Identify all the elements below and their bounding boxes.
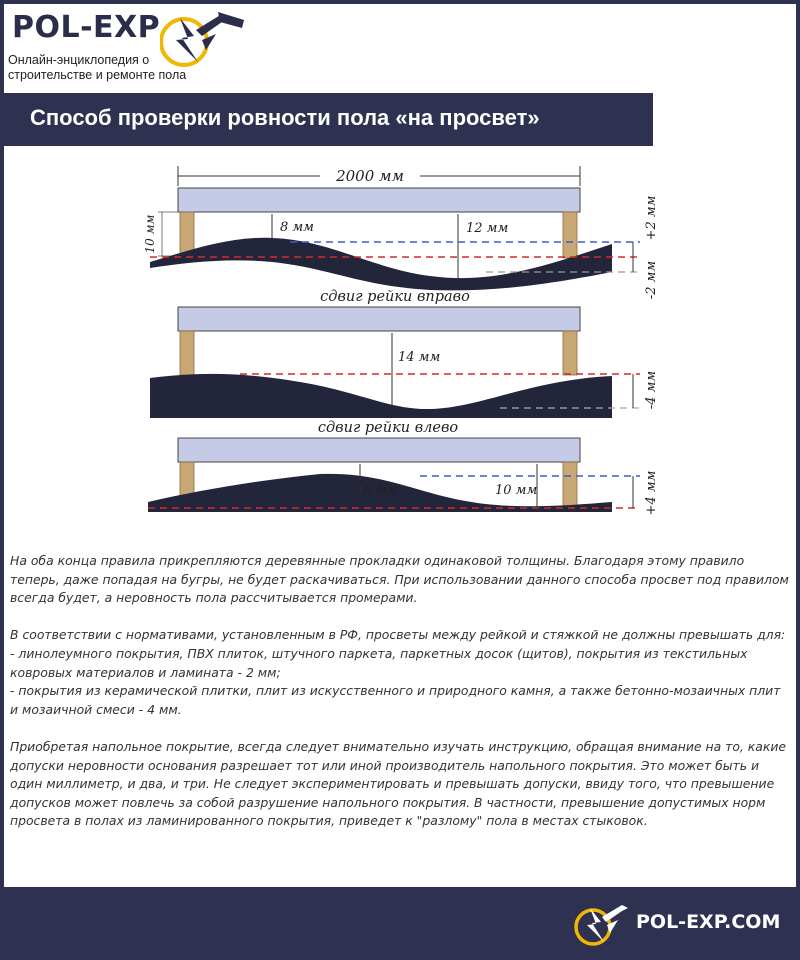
tolerance-plus-label: +4 мм — [644, 470, 659, 516]
gap-left-label: 6 мм — [364, 483, 398, 498]
article-body — [10, 552, 792, 850]
page-title: Способ проверки ровности пола «на просвет» — [30, 105, 540, 130]
gap-right-label: 12 мм — [466, 221, 509, 236]
floor-surface — [150, 238, 612, 291]
footer-domain[interactable]: POL-EXP.COM — [636, 911, 781, 933]
rail — [178, 307, 580, 331]
gap-left-label: 8 мм — [280, 220, 314, 235]
pad-right — [563, 331, 577, 375]
norms-item-4mm: - покрытия из керамической плитки, плит из искусственного и природного камня, а также бетонно-мозаичных плит и мозаичной смеси - 4 мм. — [10, 683, 781, 717]
logo-text[interactable]: POL-EXP — [12, 10, 161, 45]
paragraph-pads: На оба конца правила прикрепляются деревянные прокладки одинаковой толщины. Благодаря этому правило теперь, даже попадая на бугры, не будет раскачиваться. При использовании данного способа просвет под правилом всегда будет, а неровность пола рассчитывается промерами. — [10, 553, 789, 606]
pad-right — [563, 212, 577, 258]
paragraph-norms — [10, 626, 792, 719]
floor-surface — [150, 374, 612, 418]
floor-check-diagram — [0, 150, 800, 530]
rail — [178, 188, 580, 212]
norms-intro: В соответствии с нормативами, установленным в РФ, просветы между рейкой и стяжкой не должны превышать для: — [10, 627, 786, 643]
pad-right — [563, 462, 577, 508]
tolerance-minus-label: -4 мм — [644, 370, 659, 410]
pad-left — [180, 331, 194, 375]
norms-item-2mm: - линолеумного покрытия, ПВХ плиток, штучного паркета, паркетных досок (щитов), покрытия из текстильных ковровых материалов и ламината - 2 мм; — [10, 645, 748, 680]
rail — [178, 438, 580, 462]
diagram-panel-top — [143, 166, 659, 299]
gap-label: 14 мм — [398, 350, 441, 365]
length-label: 2000 мм — [336, 167, 404, 185]
pad-left — [180, 212, 194, 254]
tagline: Онлайн-энциклопедия о строительстве и ремонте пола — [8, 53, 187, 82]
diagram-panel-middle — [150, 289, 659, 418]
tolerance-plus-label: +2 мм — [644, 195, 659, 241]
pad-height-label: 10 мм — [143, 214, 157, 254]
paragraph-instructions: Приобретая напольное покрытие, всегда следует внимательно изучать инструкцию, обращая внимание на то, какие допуски неровности основания разрешает тот или иной производитель напольного покрытия. Это может быть и один миллиметр, и два, и три. Не следует экспериментировать и превышать допуски, ввиду того, что превышение допусков может повлечь за собой разрушение напольного покрытия. В частности, превышение допустимых норм просвета в полах из ламинированного покрытия, приведет к "разлому" пола в местах стыковок. — [10, 738, 787, 829]
shift-right-caption: сдвиг рейки вправо — [320, 289, 470, 305]
diagram-panel-bottom — [148, 420, 659, 515]
footer-logo-icon[interactable] — [574, 902, 630, 948]
tolerance-minus-label: -2 мм — [644, 260, 659, 300]
shift-left-caption: сдвиг рейки влево — [317, 420, 459, 436]
gap-right-label: 10 мм — [495, 483, 538, 498]
title-bar — [4, 93, 653, 146]
